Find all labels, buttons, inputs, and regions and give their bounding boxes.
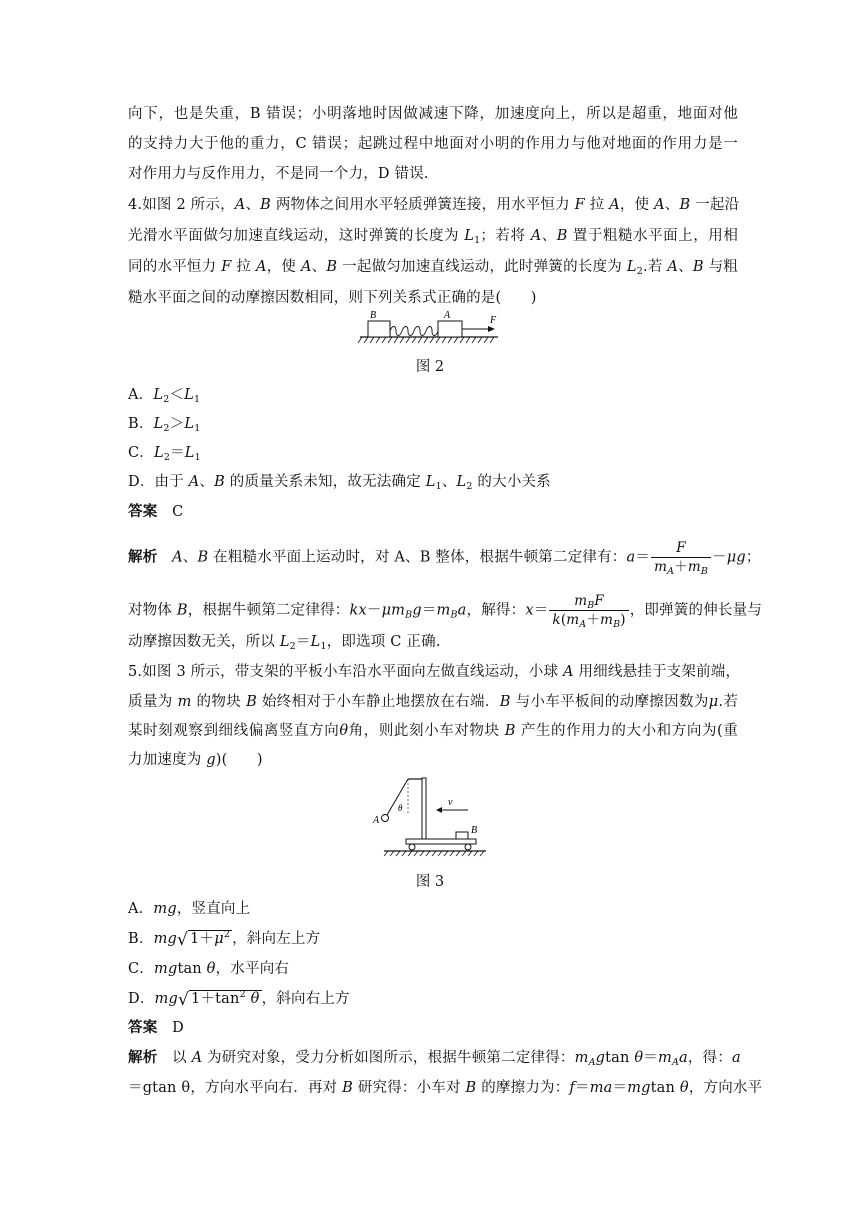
solution-5-line: ＝gtan θ，方向水平向右．再对 B 研究得：小车对 B 的摩擦力为：f＝ma＝mgtan θ，方向水平	[128, 1080, 763, 1096]
question-5-line: 力加速度为 g)( )	[128, 752, 263, 768]
solution-4-line: 动摩擦因数无关，所以 $L_2=L_1$，即选项 C 正确.	[128, 634, 441, 652]
option-c: C．$L_2=L_1$	[128, 445, 201, 463]
label-b: B	[471, 825, 478, 836]
option-a: A．$L_2<L_1$	[128, 387, 201, 405]
wheel	[409, 844, 415, 850]
support-pole	[422, 778, 426, 839]
question-4-line: 4.如图 2 所示，A、B 两物体之间用水平轻质弹簧连接，用水平恒力 F 拉 A，使 A、B 一起沿	[128, 197, 740, 213]
option-c: C．mgtan θ，水平向右	[128, 961, 290, 977]
block-a	[438, 321, 462, 337]
label-v: v	[448, 797, 453, 808]
question-5-line: 质量为 m 的物块 B 始终相对于小车静止地摆放在右端．B 与小车平板间的动摩擦因数为μ.若	[128, 694, 739, 710]
figure-2-caption: 图 2	[415, 359, 445, 375]
label-f: F	[490, 315, 497, 326]
spring	[390, 327, 438, 336]
answer-4: 答案 C	[128, 503, 184, 520]
question-4-line: 同的水平恒力 F 拉 A，使 A、B 一起做匀加速直线运动，此时弹簧的长度为 $L_2$.若 A、B 与粗	[128, 259, 738, 277]
question-5-line: 某时刻观察到细线偏离竖直方向θ角，则此刻小车对物块 B 产生的作用力的大小和方向为(重	[128, 723, 739, 739]
option-d: D．由于 A、B 的质量关系未知，故无法确定 $L_1$、$L_2$ 的大小关系	[128, 474, 551, 492]
text-line: 对作用力与反作用力，不是同一个力，D 错误.	[128, 166, 429, 182]
question-4-line: 糙水平面之间的动摩擦因数相同，则下列关系式正确的是( )	[128, 290, 537, 306]
option-b: B．$L_2>L_1$	[128, 416, 201, 434]
text-line: 的支持力大于他的重力，C 错误；起跳过程中地面对小明的作用力与他对地面的作用力是一	[128, 136, 738, 152]
solution-5-line: 解析 以 A 为研究对象，受力分析如图所示，根据牛顿第二定律得：$m_Agtan$ $\theta=m_Aa$，得：a	[128, 1049, 741, 1068]
figure-3-cart-pendulum	[370, 775, 490, 857]
answer-5: 答案 D	[128, 1019, 184, 1036]
label-a: A	[444, 310, 451, 321]
question-5-line: 5.如图 3 所示，带支架的平板小车沿水平面向左做直线运动，小球 A 用细线悬挂于支架前端，	[128, 664, 741, 680]
figure-3-caption: 图 3	[415, 874, 445, 890]
option-b: B．mg√ $1+\mu^2$ ，斜向左上方	[128, 929, 321, 950]
label-theta: θ	[398, 803, 403, 813]
solution-4-line: 解析 A、B 在粗糙水平面上运动时，对 A、B 整体，根据牛顿第二定律有：a＝ $\frac{F}{m_A+m_B}$ －μg；	[128, 540, 761, 577]
question-4-line: 光滑水平面做匀加速直线运动，这时弹簧的长度为 $L_1$；若将 A、B 置于粗糙水平面上，用相	[128, 228, 739, 246]
label-b: B	[370, 310, 377, 321]
option-a: A．mg，竖直向上	[128, 901, 251, 917]
wheel	[465, 844, 471, 850]
ball-a	[382, 815, 389, 822]
option-d: D．mg√ $1+\tan^2$ θ ，斜向右上方	[128, 989, 350, 1010]
solution-4-line: 对物体 B，根据牛顿第二定律得：$kx-\mu m_Bg=m_Ba$，解得：x＝ $\frac{m_BF}{k(m_A+m_B)}$ ，即弹簧的伸长量与	[128, 593, 763, 630]
block-b	[456, 832, 468, 839]
label-a: A	[373, 815, 380, 826]
figure-2-spring-blocks	[358, 307, 508, 347]
block-b	[368, 321, 390, 337]
text-line: 向下，也是失重，B 错误；小明落地时因做减速下降，加速度向上，所以是超重，地面对他	[128, 106, 738, 122]
cart-platform	[406, 839, 476, 844]
